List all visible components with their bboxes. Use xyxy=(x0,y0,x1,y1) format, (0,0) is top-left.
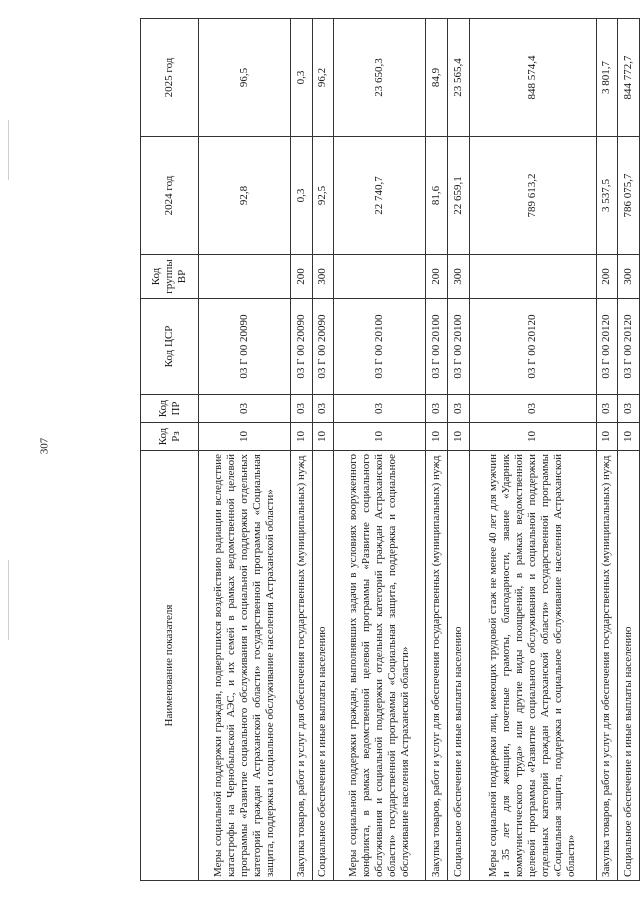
table-row xyxy=(312,19,334,881)
cell-rz: 10 xyxy=(618,423,640,451)
header-csr: Код ЦСР xyxy=(141,299,199,395)
cell-rz: 10 xyxy=(596,423,618,451)
cell-rz: 10 xyxy=(426,423,448,451)
cell-csr: 03 Г 00 20120 xyxy=(596,299,618,395)
cell-csr: 03 Г 00 20120 xyxy=(618,299,640,395)
cell-2025: 23 565,4 xyxy=(447,19,469,137)
cell-pr: 03 xyxy=(334,395,426,423)
cell-name: Социальное обеспечение и иные выплаты населению xyxy=(618,451,640,881)
cell-vr: 200 xyxy=(596,255,618,299)
cell-2024: 92,8 xyxy=(199,137,291,255)
cell-pr: 03 xyxy=(312,395,334,423)
cell-rz: 10 xyxy=(334,423,426,451)
cell-2025: 3 801,7 xyxy=(596,19,618,137)
cell-name: Закупка товаров, работ и услуг для обеспечения государственных (муниципальных) нужд xyxy=(426,451,448,881)
cell-name: Меры социальной поддержки граждан, выполнявших задачи в условиях вооруженного конфликта, в рамках ведомственной целевой программы «Развитие социального обслуживания и социальной поддержки отдельных категорий граждан Астраханской области» государственной программы «Социальная защита, поддержка и социальное обслуживание населения Астраханской области» xyxy=(334,451,426,881)
cell-2025: 96,5 xyxy=(199,19,291,137)
cell-vr xyxy=(334,255,426,299)
table-row xyxy=(596,19,618,881)
cell-vr xyxy=(199,255,291,299)
cell-rz: 10 xyxy=(199,423,291,451)
cell-rz: 10 xyxy=(447,423,469,451)
cell-2024: 3 537,5 xyxy=(596,137,618,255)
cell-rz: 10 xyxy=(312,423,334,451)
cell-2024: 22 740,7 xyxy=(334,137,426,255)
cell-pr: 03 xyxy=(469,395,596,423)
scan-mark xyxy=(8,560,9,640)
cell-csr: 03 Г 00 20100 xyxy=(447,299,469,395)
header-pr: Код ПР xyxy=(141,395,199,423)
cell-2025: 84,9 xyxy=(426,19,448,137)
cell-vr: 300 xyxy=(618,255,640,299)
cell-2025: 848 574,4 xyxy=(469,19,596,137)
table-row xyxy=(290,19,312,881)
table-row xyxy=(447,19,469,881)
table-header-row xyxy=(141,19,199,881)
cell-csr: 03 Г 00 20100 xyxy=(334,299,426,395)
cell-name: Меры социальной поддержки лиц, имеющих трудовой стаж не менее 40 лет для мужчин и 35 лет для женщин, почетные грамоты, благодарности, звание «Ударник коммунистического труда» или другие виды поощрений, в рамках ведомственной целевой программы «Развитие социального обслуживания и социальной поддержки отдельных категорий граждан Астраханской области» государственной программы «Социальная защита, поддержка и социальное обслуживание населения Астраханской области» xyxy=(469,451,596,881)
cell-2025: 0,3 xyxy=(290,19,312,137)
cell-name: Социальное обеспечение и иные выплаты населению xyxy=(447,451,469,881)
cell-pr: 03 xyxy=(290,395,312,423)
cell-pr: 03 xyxy=(618,395,640,423)
cell-vr: 200 xyxy=(426,255,448,299)
cell-pr: 03 xyxy=(199,395,291,423)
cell-csr: 03 Г 00 20090 xyxy=(199,299,291,395)
budget-table-rotated xyxy=(140,19,640,881)
cell-2024: 789 613,2 xyxy=(469,137,596,255)
table-row xyxy=(469,19,596,881)
cell-2024: 22 659,1 xyxy=(447,137,469,255)
table-row xyxy=(618,19,640,881)
table-row xyxy=(426,19,448,881)
budget-table xyxy=(140,18,640,881)
header-2024: 2024 год xyxy=(141,137,199,255)
cell-csr: 03 Г 00 20100 xyxy=(426,299,448,395)
scan-mark xyxy=(8,120,9,180)
cell-name: Закупка товаров, работ и услуг для обеспечения государственных (муниципальных) нужд xyxy=(596,451,618,881)
cell-pr: 03 xyxy=(447,395,469,423)
cell-2025: 23 650,3 xyxy=(334,19,426,137)
cell-name: Меры социальной поддержки граждан, подвергшихся воздействию радиации вследствие катастрофы на Чернобыльской АЭС, и их семей в рамках ведомственной целевой программы «Развитие социального обслуживания и социальной поддержки отдельных категорий граждан Астраханской области» государственной программы «Социальная защита, поддержка и социальное обслуживание населения Астраханской области» xyxy=(199,451,291,881)
cell-rz: 10 xyxy=(469,423,596,451)
header-vr: Код группы ВР xyxy=(141,255,199,299)
cell-2024: 786 075,7 xyxy=(618,137,640,255)
cell-pr: 03 xyxy=(426,395,448,423)
cell-rz: 10 xyxy=(290,423,312,451)
cell-csr: 03 Г 00 20090 xyxy=(290,299,312,395)
cell-name: Закупка товаров, работ и услуг для обеспечения государственных (муниципальных) нужд xyxy=(290,451,312,881)
cell-name: Социальное обеспечение и иные выплаты населению xyxy=(312,451,334,881)
cell-csr: 03 Г 00 20120 xyxy=(469,299,596,395)
header-2025: 2025 год xyxy=(141,19,199,137)
cell-2025: 844 772,7 xyxy=(618,19,640,137)
cell-vr xyxy=(469,255,596,299)
page-number: 307 xyxy=(38,437,51,455)
cell-2024: 0,3 xyxy=(290,137,312,255)
cell-csr: 03 Г 00 20090 xyxy=(312,299,334,395)
table-row xyxy=(199,19,291,881)
cell-2024: 81,6 xyxy=(426,137,448,255)
cell-vr: 300 xyxy=(447,255,469,299)
cell-vr: 300 xyxy=(312,255,334,299)
header-rz: Код Рз xyxy=(141,423,199,451)
cell-2025: 96,2 xyxy=(312,19,334,137)
cell-vr: 200 xyxy=(290,255,312,299)
table-row xyxy=(334,19,426,881)
cell-2024: 92,5 xyxy=(312,137,334,255)
cell-pr: 03 xyxy=(596,395,618,423)
header-name: Наименование показателя xyxy=(141,451,199,881)
